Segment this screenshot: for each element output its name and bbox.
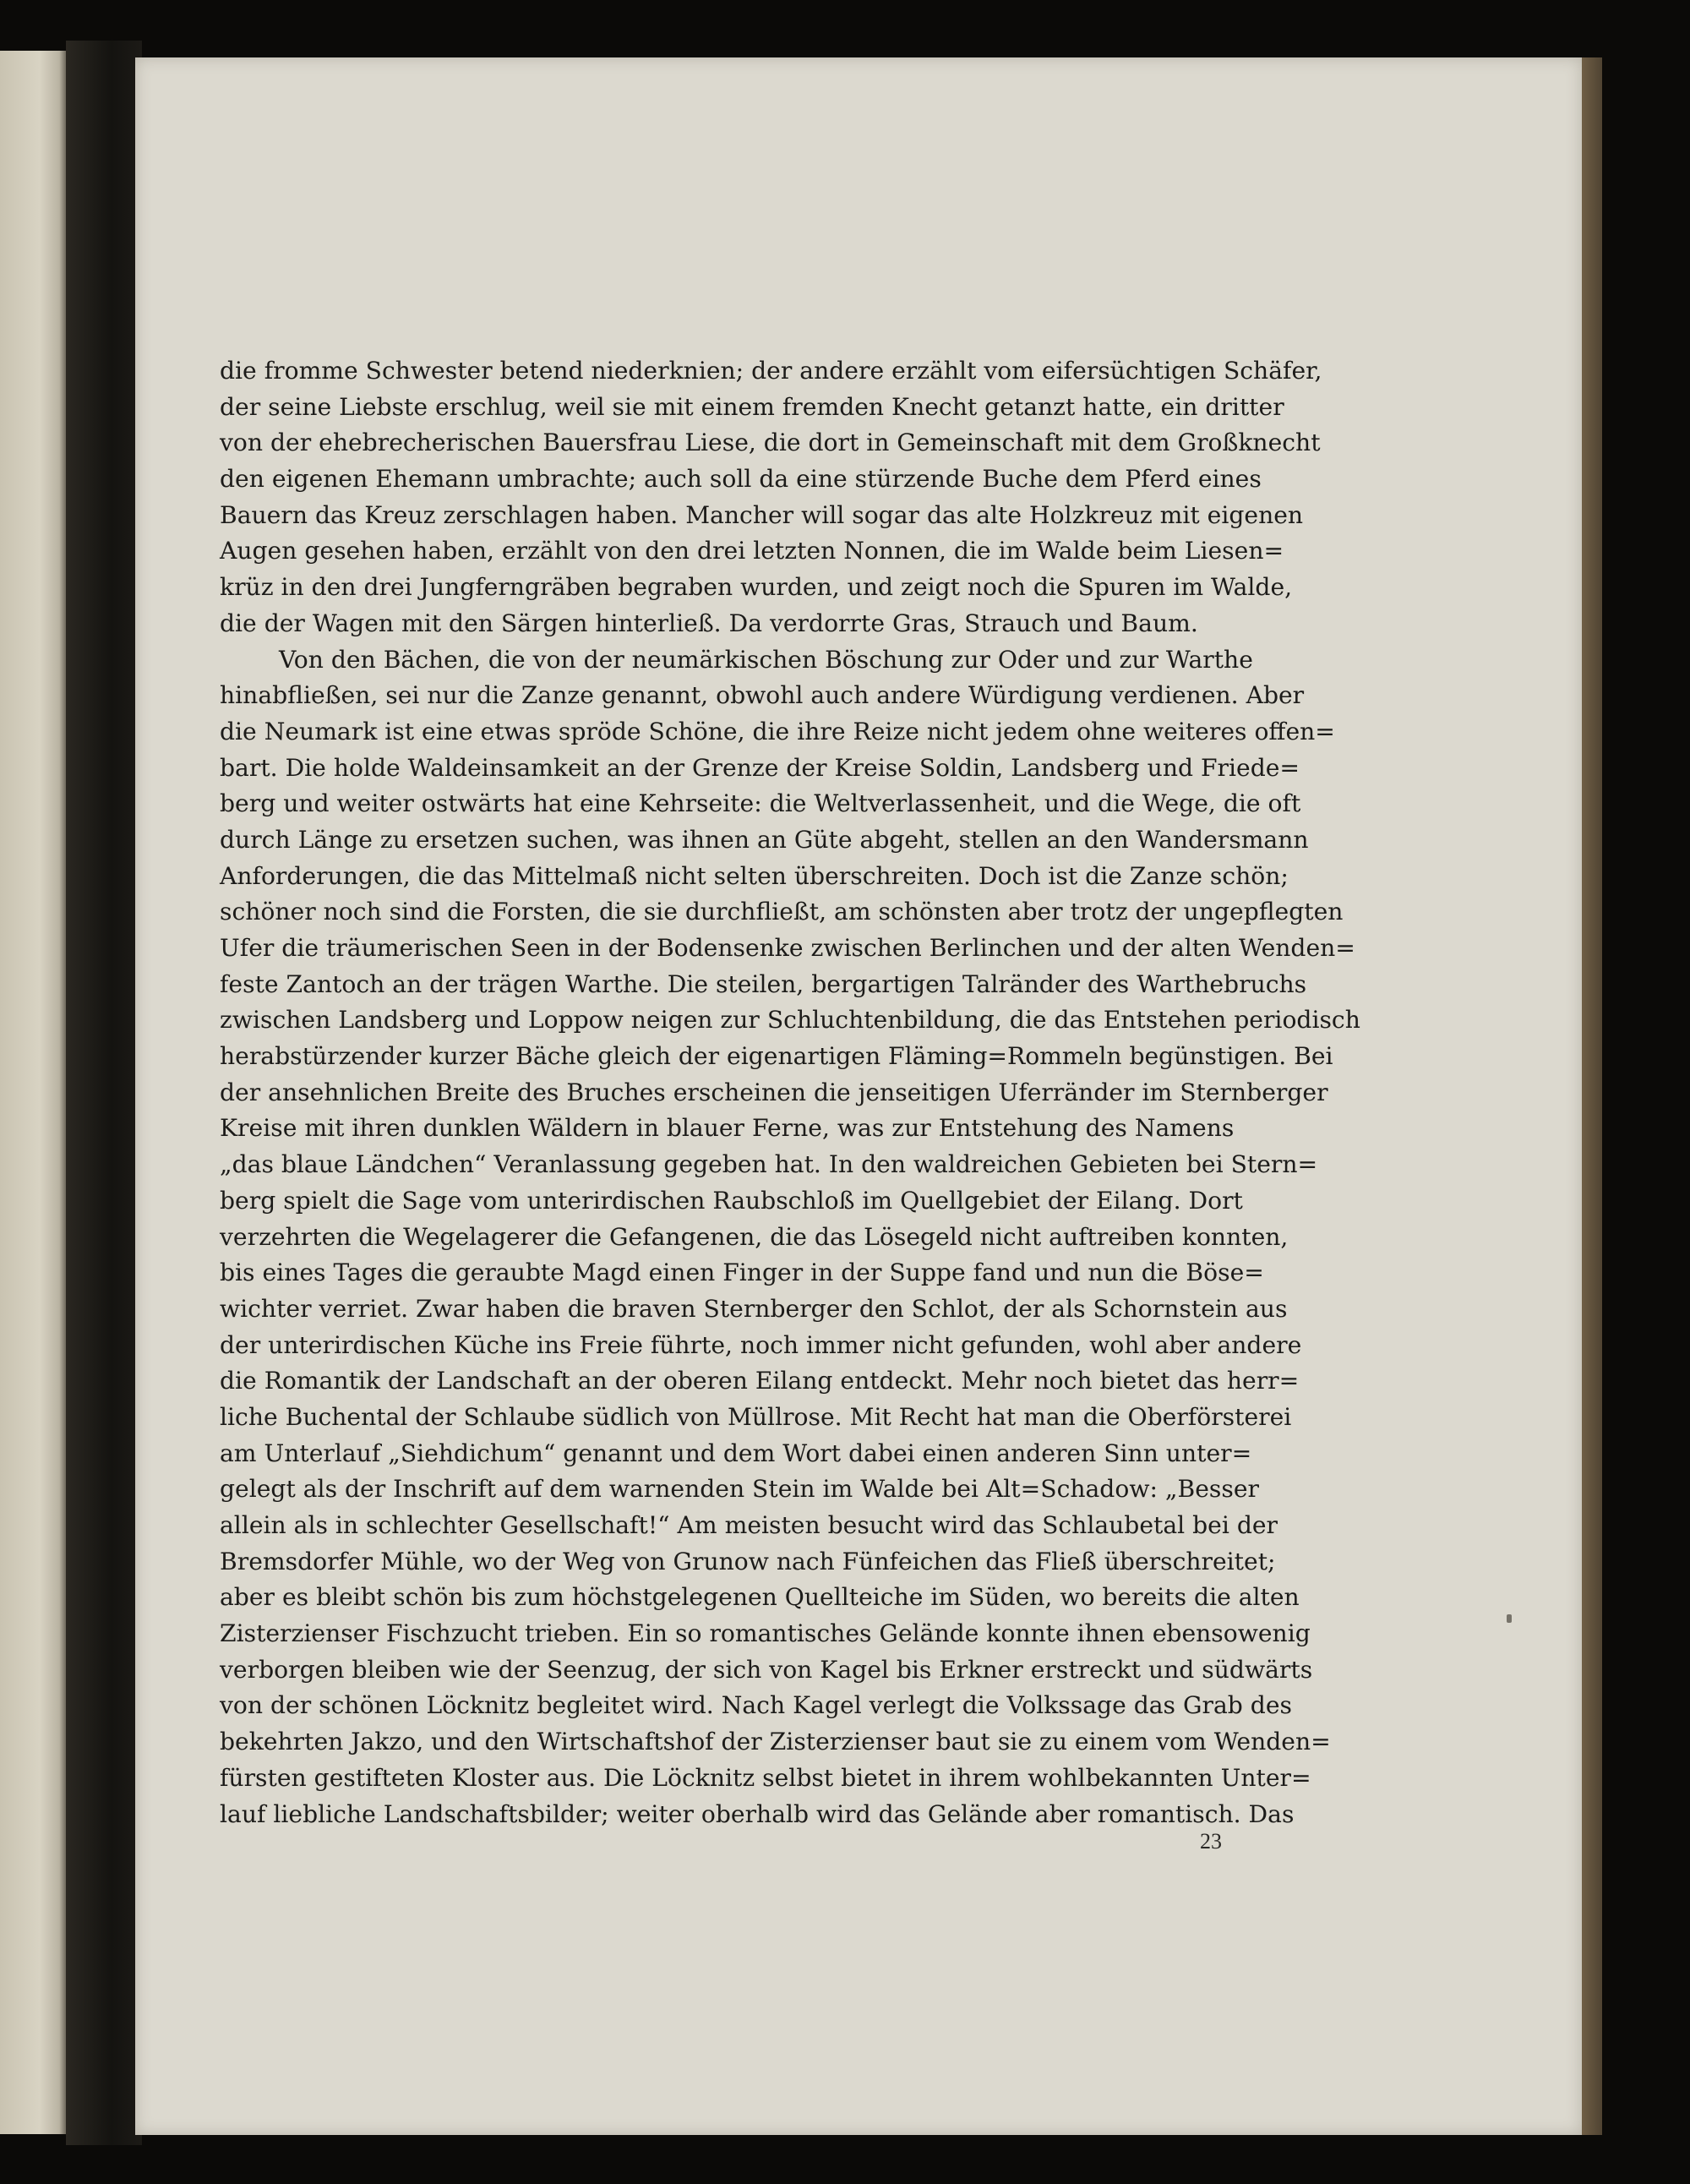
text-line: hinabfließen, sei nur die Zanze genannt, obwohl auch andere Würdigung verdienen. Aber [220,681,1305,710]
left-page-edge [0,51,66,2134]
margin-mark [1507,1614,1512,1623]
text-line: der ansehnlichen Breite des Bruches erscheinen die jenseitigen Uferränder im Sternberger [220,1078,1328,1106]
text-line: liche Buchental der Schlaube südlich von Müllrose. Mit Recht hat man die Oberförsterei [220,1402,1292,1431]
text-line: den eigenen Ehemann umbrachte; auch soll da eine stürzende Buche dem Pferd eines [220,465,1262,494]
text-line: der unterirdischen Küche ins Freie führte, noch immer nicht gefunden, wohl aber andere [220,1330,1302,1359]
text-line: am Unterlauf „Siehdichum“ genannt und dem Wort dabei einen anderen Sinn unter= [220,1439,1252,1467]
text-line: berg spielt die Sage vom unterirdischen Raubschloß im Quellgebiet der Eilang. Dort [220,1186,1243,1215]
text-line: verborgen bleiben wie der Seenzug, der sich von Kagel bis Erkner erstreckt und südwärts [220,1655,1313,1684]
text-line: der seine Liebste erschlug, weil sie mit einem fremden Knecht getanzt hatte, ein dritter [220,392,1284,421]
text-line: „das blaue Ländchen“ Veranlassung gegeben hat. In den waldreichen Gebieten bei Stern= [220,1150,1318,1179]
text-line: bekehrten Jakzo, und den Wirtschaftshof der Zisterzienser baut sie zu einem vom Wenden= [220,1728,1331,1756]
right-page-edge [1582,57,1602,2135]
text-line: wichter verriet. Zwar haben die braven Sternberger den Schlot, der als Schornstein aus [220,1294,1288,1323]
text-line: Bremsdorfer Mühle, wo der Weg von Grunow nach Fünfeichen das Fließ überschreitet; [220,1547,1276,1575]
text-line: krüz in den drei Jungferngräben begraben wurden, und zeigt noch die Spuren im Walde, [220,573,1293,602]
text-line: bart. Die holde Waldeinsamkeit an der Grenze der Kreise Soldin, Landsberg und Friede= [220,753,1300,782]
text-line: verzehrten die Wegelagerer die Gefangenen, die das Lösegeld nicht auftreiben konnten, [220,1222,1289,1251]
body-text [220,353,1360,1832]
text-line: von der ehebrecherischen Bauersfrau Liese, die dort in Gemeinschaft mit dem Großknecht [220,429,1321,457]
text-line: zwischen Landsberg und Loppow neigen zur Schluchtenbildung, die das Entstehen periodisch [220,1006,1360,1035]
text-line: die der Wagen mit den Särgen hinterließ. Da verdorrte Gras, Strauch und Baum. [220,609,1198,637]
text-line: berg und weiter ostwärts hat eine Kehrseite: die Weltverlassenheit, und die Wege, die oft [220,789,1301,818]
text-line: die Neumark ist eine etwas spröde Schöne, die ihre Reize nicht jedem ohne weiteres offen= [220,717,1335,745]
text-line: bis eines Tages die geraubte Magd einen Finger in der Suppe fand und nun die Böse= [220,1259,1264,1287]
text-line: Bauern das Kreuz zerschlagen haben. Mancher will sogar das alte Holzkreuz mit eigenen [220,500,1304,529]
text-line: schöner noch sind die Forsten, die sie durchfließt, am schönsten aber trotz der ungepflegten [220,898,1344,926]
text-line: Ufer die träumerischen Seen in der Bodensenke zwischen Berlinchen und der alten Wenden= [220,934,1355,962]
page-number: 23 [1200,1829,1222,1854]
text-line: Zisterzienser Fischzucht trieben. Ein so romantisches Gelände konnte ihnen ebensowenig [220,1619,1311,1648]
paragraph-start-line: Von den Bächen, die von der neumärkischen Böschung zur Oder und zur Warthe [279,645,1253,674]
text-line: Augen gesehen haben, erzählt von den drei letzten Nonnen, die im Walde beim Liesen= [220,537,1284,565]
text-line: allein als in schlechter Gesellschaft!“ Am meisten besucht wird das Schlaubetal bei der [220,1511,1278,1539]
text-line: fürsten gestifteten Kloster aus. Die Löcknitz selbst bietet in ihrem wohlbekannten Unter= [220,1763,1311,1792]
text-line: Anforderungen, die das Mittelmaß nicht selten überschreiten. Doch ist die Zanze schön; [220,861,1289,890]
text-line: Kreise mit ihren dunklen Wäldern in blauer Ferne, was zur Entstehung des Namens [220,1114,1235,1143]
text-line: die Romantik der Landschaft an der oberen Eilang entdeckt. Mehr noch bietet das herr= [220,1367,1300,1395]
book-gutter [66,41,142,2145]
text-line: von der schönen Löcknitz begleitet wird. Nach Kagel verlegt die Volkssage das Grab des [220,1691,1292,1720]
text-line: herabstürzender kurzer Bäche gleich der eigenartigen Fläming=Rommeln begünstigen. Bei [220,1042,1333,1071]
text-line: durch Länge zu ersetzen suchen, was ihnen an Güte abgeht, stellen an den Wandersmann [220,825,1309,854]
text-line: feste Zantoch an der trägen Warthe. Die steilen, bergartigen Talränder des Warthebruchs [220,969,1307,998]
text-line: aber es bleibt schön bis zum höchstgelegenen Quellteiche im Süden, wo bereits die alten [220,1583,1300,1612]
text-line: lauf liebliche Landschaftsbilder; weiter oberhalb wird das Gelände aber romantisch. Das [220,1799,1295,1828]
text-line: die fromme Schwester betend niederknien; der andere erzählt vom eifersüchtigen Schäfer, [220,357,1322,385]
text-line: gelegt als der Inschrift auf dem warnenden Stein im Walde bei Alt=Schadow: „Besser [220,1475,1259,1504]
